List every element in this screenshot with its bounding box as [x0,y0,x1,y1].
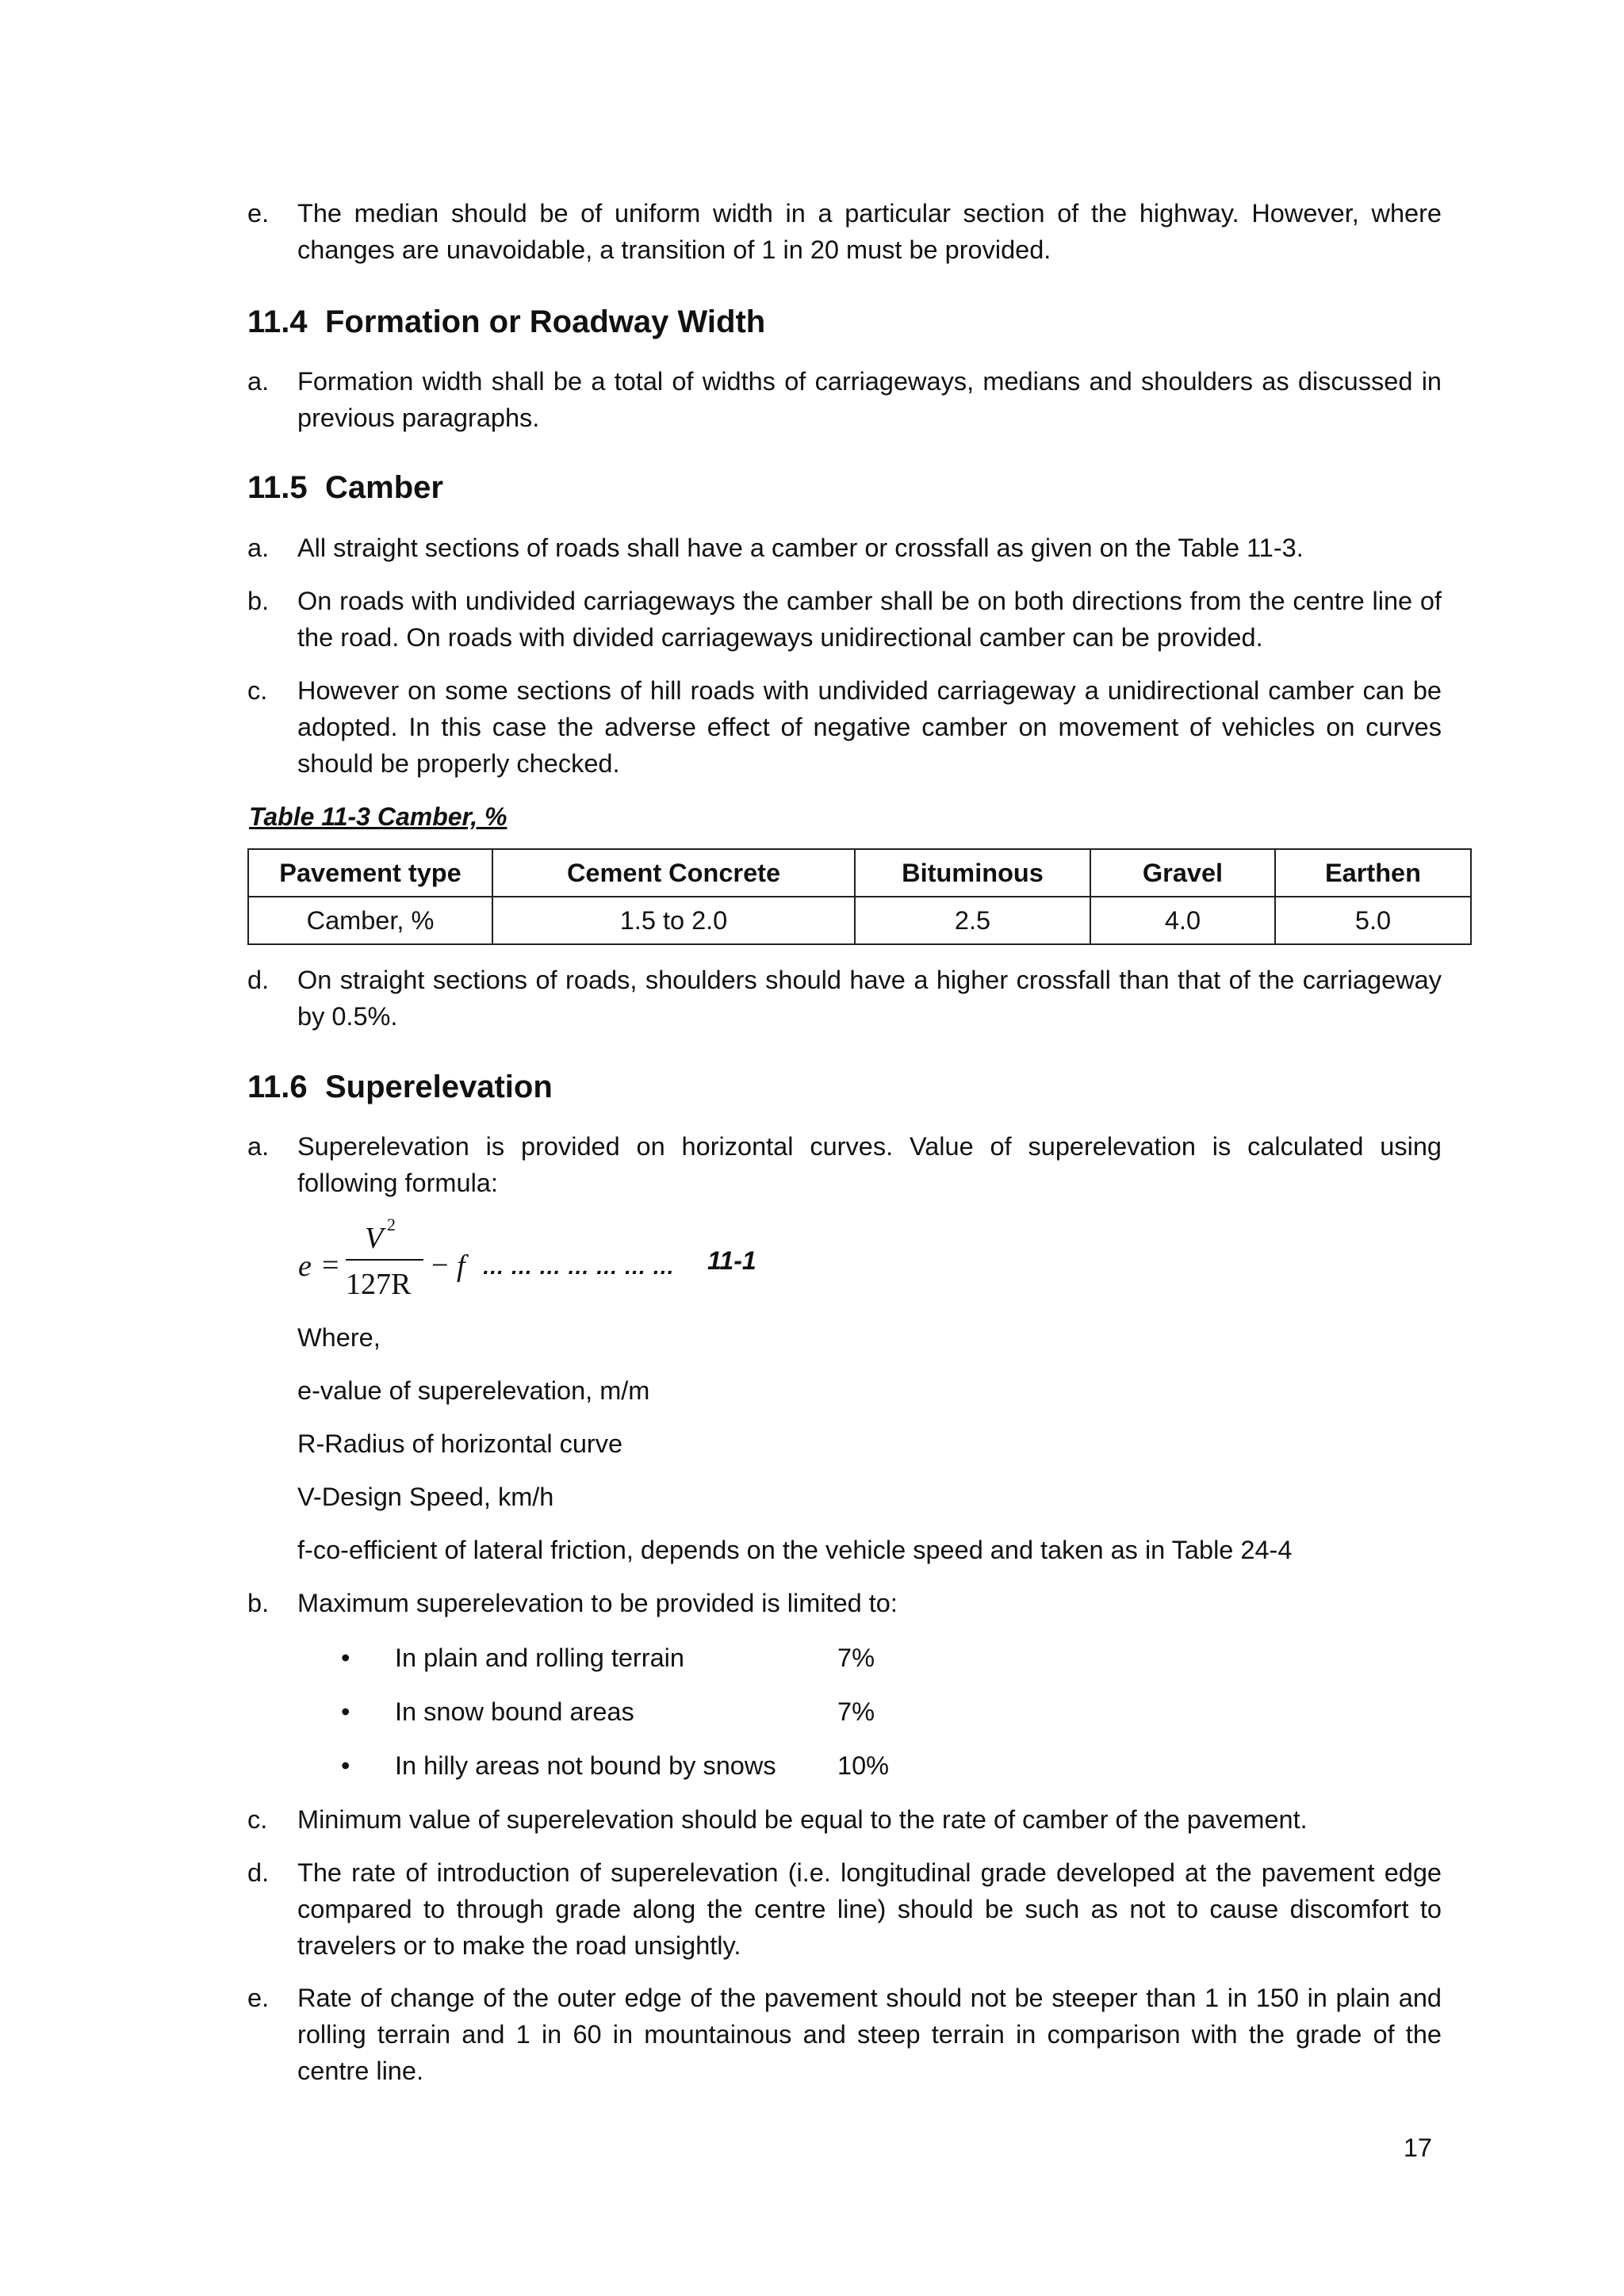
where-line: R-Radius of horizontal curve [297,1429,623,1458]
bullet-value: 7% [837,1697,875,1726]
table-row [248,897,1471,944]
formula-f: f [457,1249,465,1283]
paragraph-text: Superelevation is provided on horizontal curves. Value of superelevation is calculated using following formula: [297,1132,1442,1197]
section-heading-11-6 [247,1067,553,1107]
table-header-cell: Earthen [1275,849,1471,897]
section-number: 11.6 [247,1070,308,1104]
item-label: a. [247,367,270,396]
section-heading-11-5 [247,468,443,507]
paragraph-c-minimum [247,1801,1442,1838]
where-line: V-Design Speed, km/h [297,1483,554,1511]
bullet-value: 7% [837,1644,875,1672]
where-intro: Where, [297,1323,381,1352]
table-header-cell: Cement Concrete [492,849,855,897]
where-line: f-co-efficient of lateral friction, depends on the vehicle speed and taken as in Table 24-4 [297,1536,1293,1564]
paragraph-e-outer-edge [247,1980,1442,2089]
bullet-icon: • [341,1751,350,1780]
table-cell: 4.0 [1090,897,1275,944]
paragraph-d-rate [247,1854,1442,1964]
bullet-icon: • [341,1697,350,1726]
denominator-text: 127R [346,1268,412,1301]
section-number: 11.5 [247,470,308,505]
paragraph-text: The median should be of uniform width in a particular section of the highway. However, where changes are unavoidable, a transition of 1 in 20 must be provided. [297,199,1442,264]
formula-numerator: V [365,1222,384,1255]
item-label: b. [247,1589,270,1617]
table-header-cell: Bituminous [855,849,1090,897]
paragraph-text: The rate of introduction of superelevation (i.e. longitudinal grade developed at the pavement edge compared to through grade along the centre line) should be such as not to cause discomfort to travelers or to make the road unsightly. [297,1858,1442,1960]
item-label: c. [247,676,268,705]
paragraph-e-median [247,195,1442,268]
bullet-value: 10% [837,1751,890,1780]
item-label: e. [247,1984,270,2012]
section-title: Formation or Roadway Width [325,304,766,339]
paragraph-text: On roads with undivided carriageways the camber shall be on both directions from the centre line of the road. On roads with divided carriageways unidirectional camber can be provided. [297,587,1442,652]
camber-table [247,848,1472,945]
formula-lhs: e [298,1249,312,1283]
paragraph-b-maximum [247,1585,1442,1621]
bullet-label: In hilly areas not bound by snows [395,1751,776,1780]
bullet-label: In plain and rolling terrain [395,1644,684,1672]
table-header-cell: Gravel [1090,849,1275,897]
section-title: Camber [325,470,443,505]
where-line: e-value of superelevation, m/m [297,1376,650,1405]
bullet-label: In snow bound areas [395,1697,634,1726]
paragraph-a-camber [247,530,1442,566]
section-number: 11.4 [247,304,308,339]
formula-equals: = [322,1249,339,1282]
paragraph-b-camber [247,583,1442,656]
paragraph-a-formation [247,363,1442,436]
paragraph-text: All straight sections of roads shall have a camber or crossfall as given on the Table 11-3. [297,534,1304,562]
table-header-cell: Pavement type [248,849,492,897]
section-heading-11-4 [247,302,765,342]
section-title: Superelevation [325,1070,553,1104]
formula-exponent: 2 [387,1215,396,1234]
page-number: 17 [1403,2133,1432,2162]
paragraph-text: Maximum superelevation to be provided is limited to: [297,1589,898,1617]
paragraph-text: Minimum value of superelevation should be equal to the rate of camber of the pavement. [297,1805,1308,1834]
table-cell: 5.0 [1275,897,1471,944]
bullet-icon: • [341,1644,350,1672]
table-header-row [248,849,1471,897]
paragraph-text: Rate of change of the outer edge of the pavement should not be steeper than 1 in 150 in plain and rolling terrain and 1 in 60 in mountainous and steep terrain in comparison with the grade of the centre line. [297,1984,1442,2085]
item-label: b. [247,587,270,615]
formula-minus: − [431,1249,449,1282]
table-cell: 1.5 to 2.0 [492,897,855,944]
item-label: a. [247,1132,270,1161]
item-label: e. [247,199,270,228]
equation-number: 11-1 [707,1246,756,1275]
fraction-bar [346,1259,423,1261]
item-label: c. [247,1805,268,1834]
item-label: d. [247,1858,270,1887]
table-cell: 2.5 [855,897,1090,944]
formula-denominator [346,1267,411,1302]
paragraph-text: However on some sections of hill roads with undivided carriageway a unidirectional camber can be adopted. In this case the adverse effect of negative camber on movement of vehicles on curves should be properly checked. [297,676,1442,778]
item-label: a. [247,534,270,562]
table-cell: Camber, % [248,897,492,944]
formula-dots: … … … … … … … [482,1254,675,1279]
paragraph-c-camber [247,672,1442,782]
paragraph-d-shoulders [247,962,1442,1035]
table-caption: Table 11-3 Camber, % [249,802,508,831]
item-label: d. [247,966,270,994]
paragraph-a-superelevation [247,1128,1442,1201]
paragraph-text: Formation width shall be a total of widths of carriageways, medians and shoulders as discussed in previous paragraphs. [297,367,1442,432]
paragraph-text: On straight sections of roads, shoulders should have a higher crossfall than that of the carriageway by 0.5%. [297,966,1442,1031]
